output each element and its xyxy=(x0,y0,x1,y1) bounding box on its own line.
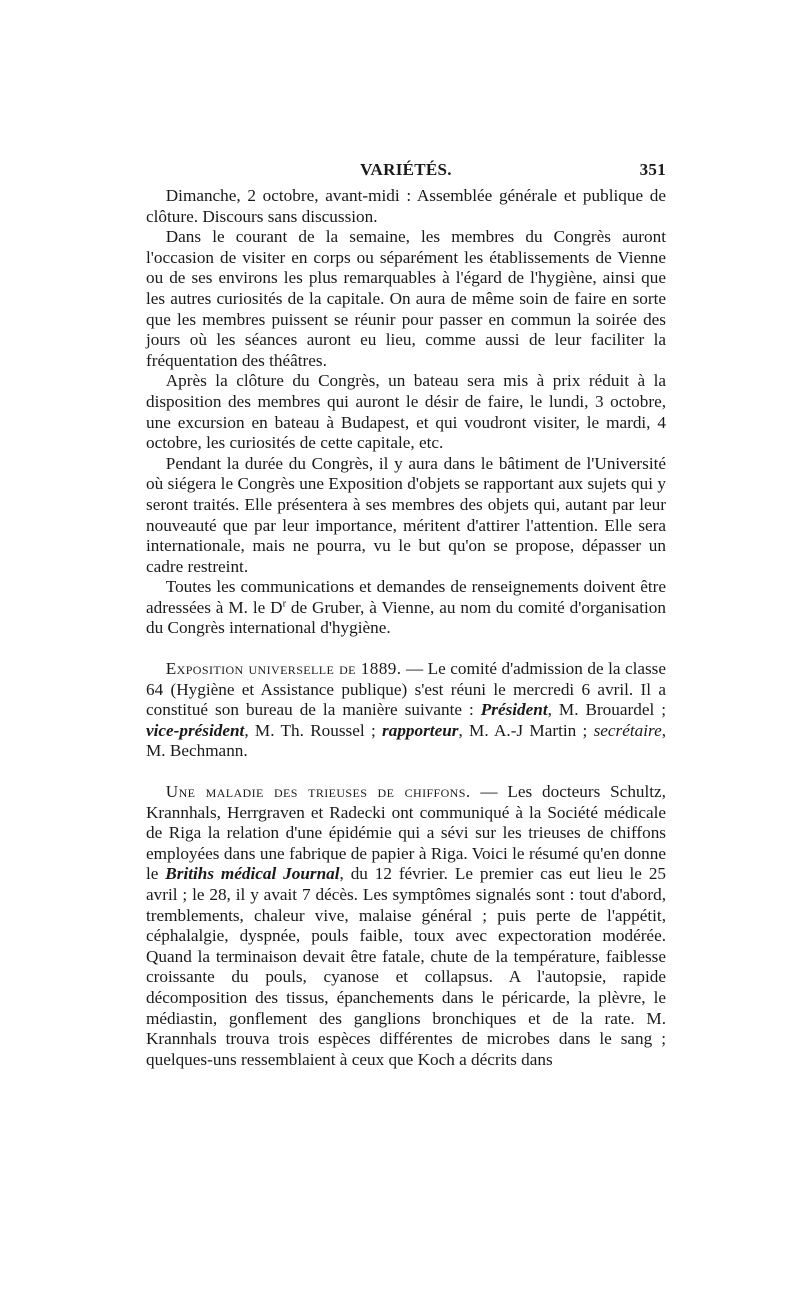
maladie-heading: Une maladie des trieuses de chiffons. xyxy=(165,782,471,802)
maladie-text-b: , du 12 février. Le premier cas eut lieu le 25 avril ; le 28, il y avait 7 décès. Les symptômes signalés sont : tout d'abord, tremblements, chaleur vive, malaise général ; puis perte de l'appétit, céphalalgie, dyspnée, pouls faible, toux avec expectoration modérée. Quand la terminaison devait être fatale, chute de la température, faiblesse croissante du pouls, cyanose et collapsus. A l'autopsie, rapide décomposition des tissus, épanchements dans le péricarde, la plèvre, le médiastin, gonflement des ganglions bronchiques et de la rate. M. Krannhals trouva trois espèces différentes de microbes dans le sang ; quelques-uns ressemblaient à ceux que Koch a décrits dans xyxy=(146,864,667,1069)
maladie-text-a: — Les docteurs Schultz, Krannhals, Herrgraven et Radecki ont communiqué à la Société médicale de Riga la relation d'une épidémie qui a sévi sur les trieuses de chiffons employées dans une fabrique de papier à Riga. Voici le résumé qu'en donne le xyxy=(146,782,666,884)
exposition-heading: Exposition universelle de 1889. xyxy=(165,659,402,679)
role-secretaire: secrétaire xyxy=(593,720,662,740)
paragraph-exhibition: Pendant la durée du Congrès, il y aura dans le bâtiment de l'Université où siégera le Congrès une Exposition d'objets se rapportant aux sujets qui y seront traités. Elle présentera à ses membres des objets qui, autant par leur nouveauté que par leur importance, méritent d'attirer l'attention. Elle sera internationale, mais ne pourra, vu le but qu'on se propose, dépasser un cadre restreint. xyxy=(146,453,666,576)
communications-text-b: de Gruber, à Vienne, au nom du comité d'organisation du Congrès international d'hygiène. xyxy=(146,597,666,638)
exposition-text: — Le comité d'admission de la classe 64 (Hygiène et Assistance publique) s'est réuni le mercredi 6 avril. Il a constitué son bureau de la manière suivante : xyxy=(146,659,666,720)
name-secretaire: , M. Bechmann. xyxy=(146,720,666,761)
paragraph-exposition-universelle xyxy=(146,659,666,762)
role-vice-president: vice-président xyxy=(146,720,245,740)
paragraph-closing-session: Dimanche, 2 octobre, avant-midi : Assemblée générale et publique de clôture. Discours sans discussion. xyxy=(146,186,666,226)
role-rapporteur: rapporteur xyxy=(382,720,459,740)
document-page xyxy=(146,158,666,1070)
name-vice-president: , M. Th. Roussel ; xyxy=(244,720,383,740)
name-rapporteur: , M. A.-J Martin ; xyxy=(458,720,594,740)
journal-title: Britihs médical Journal xyxy=(165,864,340,884)
paragraph-visits: Dans le courant de la semaine, les membres du Congrès auront l'occasion de visiter en corps ou séparément les établissements de Vienne ou de ses environs les plus remarquables à l'égard de l'hygiène, ainsi que les autres curiosités de la capitale. On aura de même soin de faire en sorte que les membres puissent se réunir pour passer en commun la soirée des jours où les séances auront eu lieu, comme aussi de leur faciliter la fréquentation des théâtres. xyxy=(146,227,666,370)
paragraph-communications xyxy=(146,577,666,639)
section-title: VARIÉTÉS. xyxy=(360,160,452,179)
paragraph-excursion: Après la clôture du Congrès, un bateau sera mis à prix réduit à la disposition des membres qui auront le désir de faire, le lundi, 3 octobre, une excursion en bateau à Budapest, et qui voudront visiter, le mardi, 4 octobre, les curiosités de cette capitale, etc. xyxy=(146,371,666,453)
doctor-superscript: r xyxy=(282,598,286,610)
running-header xyxy=(146,158,666,186)
communications-text-a: Toutes les communications et demandes de renseignements doivent être adressées à M. le D xyxy=(146,577,666,617)
page-number: 351 xyxy=(639,160,666,179)
role-president: Président xyxy=(480,700,548,720)
paragraph-maladie-trieuses xyxy=(146,782,666,1070)
name-president: , M. Brouardel ; xyxy=(547,700,666,720)
